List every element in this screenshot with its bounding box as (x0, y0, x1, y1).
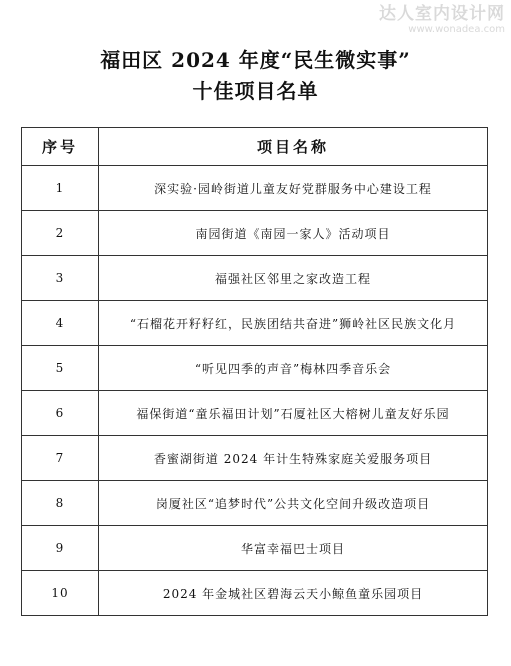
project-table (21, 127, 488, 616)
row-project-name: 华富幸福巴士项目 (99, 526, 488, 571)
table-row (22, 346, 488, 391)
document-subtitle: 十佳项目名单 (192, 79, 319, 103)
watermark (379, 4, 505, 36)
row-number: 7 (22, 436, 99, 481)
table-row (22, 301, 488, 346)
table-row (22, 571, 488, 616)
row-project-name: 福强社区邻里之家改造工程 (99, 256, 488, 301)
row-number: 5 (22, 346, 99, 391)
table-row (22, 481, 488, 526)
row-number: 2 (22, 211, 99, 256)
row-project-name: 香蜜湖街道 2024 年计生特殊家庭关爱服务项目 (99, 436, 488, 481)
row-project-name: 岗厦社区“追梦时代”公共文化空间升级改造项目 (99, 481, 488, 526)
table-row (22, 166, 488, 211)
table-row (22, 211, 488, 256)
table-row (22, 436, 488, 481)
row-number: 1 (22, 166, 99, 211)
watermark-url: www.wonadea.com (408, 24, 505, 35)
table-header-row (22, 128, 488, 166)
watermark-text: 达人室内设计网 (379, 4, 505, 24)
row-number: 3 (22, 256, 99, 301)
row-project-name: 深实验·园岭街道儿童友好党群服务中心建设工程 (99, 166, 488, 211)
row-number: 9 (22, 526, 99, 571)
table-row (22, 256, 488, 301)
row-number: 4 (22, 301, 99, 346)
row-project-name: 福保街道“童乐福田计划”石厦社区大榕树儿童友好乐园 (99, 391, 488, 436)
header-number: 序号 (22, 128, 99, 166)
row-project-name: 2024 年金城社区碧海云天小鲸鱼童乐园项目 (99, 571, 488, 616)
table-row (22, 526, 488, 571)
document-title: 福田区 2024 年度“民生微实事” (100, 48, 411, 72)
table-row (22, 391, 488, 436)
row-project-name: 南园街道《南园一家人》活动项目 (99, 211, 488, 256)
row-project-name: “听见四季的声音”梅林四季音乐会 (99, 346, 488, 391)
header-project-name: 项目名称 (99, 128, 488, 166)
row-number: 8 (22, 481, 99, 526)
row-number: 6 (22, 391, 99, 436)
row-project-name: “石榴花开籽籽红，民族团结共奋进”狮岭社区民族文化月 (99, 301, 488, 346)
row-number: 10 (22, 571, 99, 616)
